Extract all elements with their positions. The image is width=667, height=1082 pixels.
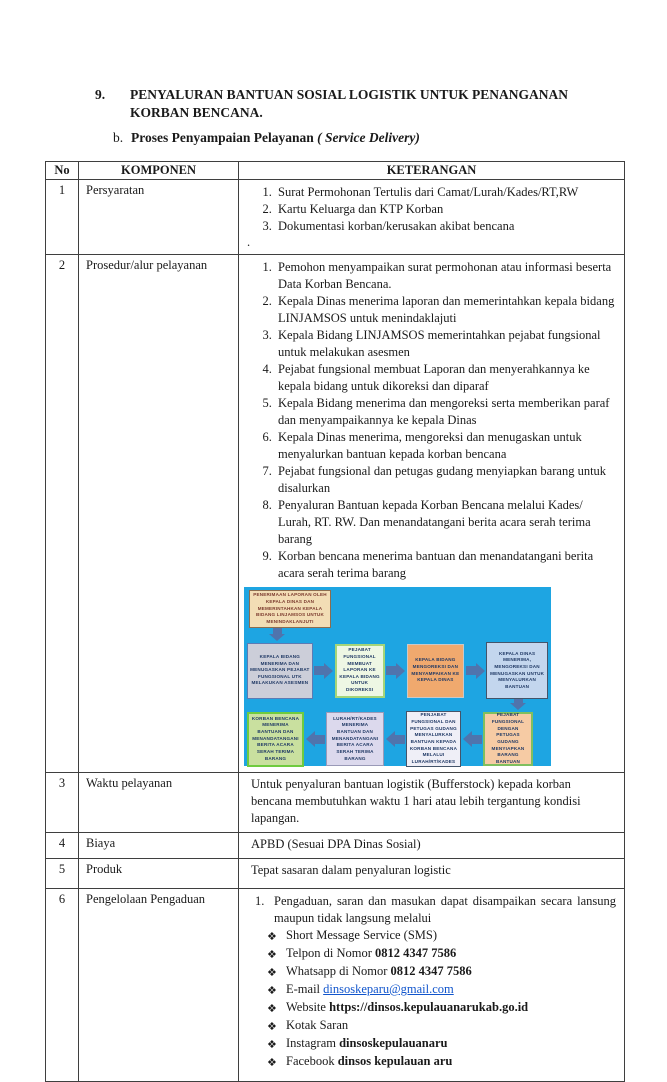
keterangan-cell <box>239 773 625 833</box>
section-title: PENYALURAN BANTUAN SOSIAL LOGISTIK UNTUK PENANGANAN KORBAN BENCANA. <box>130 87 568 120</box>
list-item: 4. Pejabat fungsional membuat Laporan dan menyerahkannya ke kepala bidang untuk dikoreksi dan diparaf <box>275 361 618 395</box>
list-item: 8. Penyaluran Bantuan kepada Korban Bencana melalui Kades/ Lurah, RT. RW. Dan menandatangani berita acara serah terima barang <box>275 497 618 548</box>
keterangan-cell <box>239 180 625 255</box>
komponen-label: Pengelolaan Pengaduan <box>79 889 239 1082</box>
whatsapp-number: 0812 4347 7586 <box>390 964 472 978</box>
intro-text: Pengaduan, saran dan masukan dapat disampaikan secara lansung maupun tidak langsung melalui <box>274 894 616 925</box>
flowchart-box-korban-menerima: KORBAN BENCANA MENERIMA BANTUAN DAN MENANDATANGANI BERITA ACARA SERAH TERIMA BARANG <box>247 712 304 767</box>
header-komponen: KOMPONEN <box>79 162 239 180</box>
sub-title-italic: ( Service Delivery) <box>317 130 420 145</box>
list-item: 1. Pemohon menyampaikan surat permohonan atau informasi beserta Data Korban Bencana. <box>275 259 618 293</box>
list-item: 3. Kepala Bidang LINJAMSOS memerintahkan pejabat fungsional untuk melakukan asesmen <box>275 327 618 361</box>
diamond-bullet-icon: ❖ <box>267 930 277 943</box>
channel-suggestion-box: ❖ Kotak Saran <box>267 1018 349 1033</box>
arrow-down-icon <box>510 699 526 710</box>
facebook-handle: dinsos kepulauan aru <box>337 1054 453 1068</box>
komponen-label: Persyaratan <box>79 180 239 255</box>
section-heading <box>45 86 625 122</box>
complaint-channels-list <box>243 927 618 1071</box>
biaya-text: APBD (Sesuai DPA Dinas Sosial) <box>251 837 421 851</box>
list-item: 9. Korban bencana menerima bantuan dan menandatangani berita acara serah terima barang <box>275 548 618 582</box>
section-number: 9. <box>95 87 106 102</box>
flowchart-box-pejabat-membuat-laporan: PEJABAT FUNGSIONAL MEMBUAT LAPORAN KE KEPALA BIDANG UNTUK DIKOREKSI <box>335 644 385 698</box>
keterangan-cell <box>239 889 625 1082</box>
instagram-handle: dinsoskepulauanaru <box>339 1036 448 1050</box>
diamond-bullet-icon: ❖ <box>267 984 277 997</box>
flowchart-box-kepala-dinas-menugaskan: KEPALA DINAS MENERIMA, MENGOREKSI DAN MENUGASKAN UNTUK MENYALURKAN BANTUAN <box>486 642 548 699</box>
row-number: 6 <box>46 889 79 1082</box>
arrow-right-icon <box>464 663 486 679</box>
flowchart-box-menyalurkan-bantuan: PENJABAT FUNGSIONAL DAN PETUGAS GUDANG MENYALURKAN BANTUAN KEPADA KORBAN BENCANA MELALUI LURAH/RT/KADES <box>406 711 461 767</box>
komponen-label: Prosedur/alur pelayanan <box>79 255 239 773</box>
list-item: 2. Kartu Keluarga dan KTP Korban <box>275 201 618 218</box>
procedure-list <box>243 259 618 582</box>
list-item: 6. Kepala Dinas menerima, mengoreksi dan menugaskan untuk menyalurkan bantuan kepada korban bencana <box>275 429 618 463</box>
channel-instagram: ❖ Instagram dinsoskepulauanaru <box>267 1036 448 1051</box>
arrow-left-icon <box>304 731 326 747</box>
keterangan-cell <box>239 255 625 773</box>
komponen-label: Biaya <box>79 833 239 859</box>
table-row-persyaratan <box>46 180 625 255</box>
produk-text: Tepat sasaran dalam penyaluran logistic <box>251 863 451 877</box>
procedure-flowchart <box>244 587 551 766</box>
website-url: https://dinsos.kepulauanarukab.go.id <box>329 1000 529 1014</box>
channel-facebook: ❖ Facebook dinsos kepulauan aru <box>267 1054 453 1069</box>
intro-number: 1. <box>255 894 265 908</box>
row-number: 5 <box>46 859 79 889</box>
stray-period: . <box>247 235 251 249</box>
komponen-label: Produk <box>79 859 239 889</box>
diamond-bullet-icon: ❖ <box>267 966 277 979</box>
table-row-biaya <box>46 833 625 859</box>
flowchart-box-menyiapkan-barang: PEJABAT FUNGSIONAL DENGAN PETUGAS GUDANG MENYIAPKAN BARANG BANTUAN <box>483 712 533 766</box>
arrow-down-icon <box>269 628 285 641</box>
row-number: 1 <box>46 180 79 255</box>
table-row-produk <box>46 859 625 889</box>
sub-title: Proses Penyampaian Pelayanan <box>131 130 314 145</box>
keterangan-cell <box>239 859 625 889</box>
arrow-left-icon <box>384 731 406 747</box>
list-item: 1. Surat Permohonan Tertulis dari Camat/Lurah/Kades/RT,RW <box>275 184 618 201</box>
table-header-row <box>46 162 625 180</box>
diamond-bullet-icon: ❖ <box>267 1038 277 1051</box>
waktu-text: Untuk penyaluran bantuan logistik (Bufferstock) kepada korban bencana membutuhkan waktu 1 hari atau lebih tergantung kondisi lapangan. <box>251 777 581 825</box>
channel-email: ❖ E-mail dinsoskeparu@gmail.com <box>267 982 454 997</box>
list-item: 7. Pejabat fungsional dan petugas gudang menyiapkan barang untuk disalurkan <box>275 463 618 497</box>
flowchart-box-penerimaan-laporan: PENERIMAAN LAPORAN OLEH KEPALA DINAS DAN MEMERINTAHKAN KEPALA BIDANG LINJAMSOS UNTUK MENINDAKLANJUTI <box>249 590 331 628</box>
arrow-right-icon <box>385 663 407 679</box>
header-no: No <box>46 162 79 180</box>
channel-sms: ❖ Short Message Service (SMS) <box>267 928 438 943</box>
sub-letter: b. <box>113 130 124 145</box>
diamond-bullet-icon: ❖ <box>267 1020 277 1033</box>
email-link[interactable]: dinsoskeparu@gmail.com <box>323 982 454 996</box>
requirements-list <box>243 184 618 235</box>
service-delivery-table <box>45 161 625 1082</box>
channel-phone: ❖ Telpon di Nomor 0812 4347 7586 <box>267 946 457 961</box>
flowchart-box-lurah-menerima: LURAH/RT/KADES MENERIMA BANTUAN DAN MENANDATANGANI BERITA ACARA SERAH TERIMA BARANG <box>326 712 384 766</box>
list-item: 3. Dokumentasi korban/kerusakan akibat bencana <box>275 218 618 235</box>
table-row-waktu <box>46 773 625 833</box>
keterangan-cell <box>239 833 625 859</box>
complaint-intro <box>243 891 618 927</box>
komponen-label: Waktu pelayanan <box>79 773 239 833</box>
channel-website: ❖ Website https://dinsos.kepulauanarukab.go.id <box>267 1000 529 1015</box>
row-number: 3 <box>46 773 79 833</box>
flowchart-box-kepala-bidang-menugaskan: KEPALA BIDANG MENERIMA DAN MENUGASKAN PEJABAT FUNGSIONAL UTK MELAKUKAN ASESMEN <box>247 643 313 699</box>
list-item: 5. Kepala Bidang menerima dan mengoreksi serta memberikan paraf dan menyampaikannya ke kepala Dinas <box>275 395 618 429</box>
diamond-bullet-icon: ❖ <box>267 948 277 961</box>
sub-heading <box>45 129 625 147</box>
flowchart-box-kepala-bidang-mengoreksi: KEPALA BIDANG MENGOREKSI DAN MENYAMPAIKAN KE KEPALA DINAS <box>407 644 465 698</box>
diamond-bullet-icon: ❖ <box>267 1056 277 1069</box>
table-row-prosedur <box>46 255 625 773</box>
diamond-bullet-icon: ❖ <box>267 1002 277 1015</box>
table-row-pengaduan <box>46 889 625 1082</box>
row-number: 4 <box>46 833 79 859</box>
arrow-left-icon <box>461 731 483 747</box>
channel-whatsapp: ❖ Whatsapp di Nomor 0812 4347 7586 <box>267 964 472 979</box>
row-number: 2 <box>46 255 79 773</box>
list-item: 2. Kepala Dinas menerima laporan dan memerintahkan kepala bidang LINJAMSOS untuk menindaklajuti <box>275 293 618 327</box>
arrow-right-icon <box>313 663 335 679</box>
phone-number: 0812 4347 7586 <box>375 946 457 960</box>
header-keterangan: KETERANGAN <box>239 162 625 180</box>
